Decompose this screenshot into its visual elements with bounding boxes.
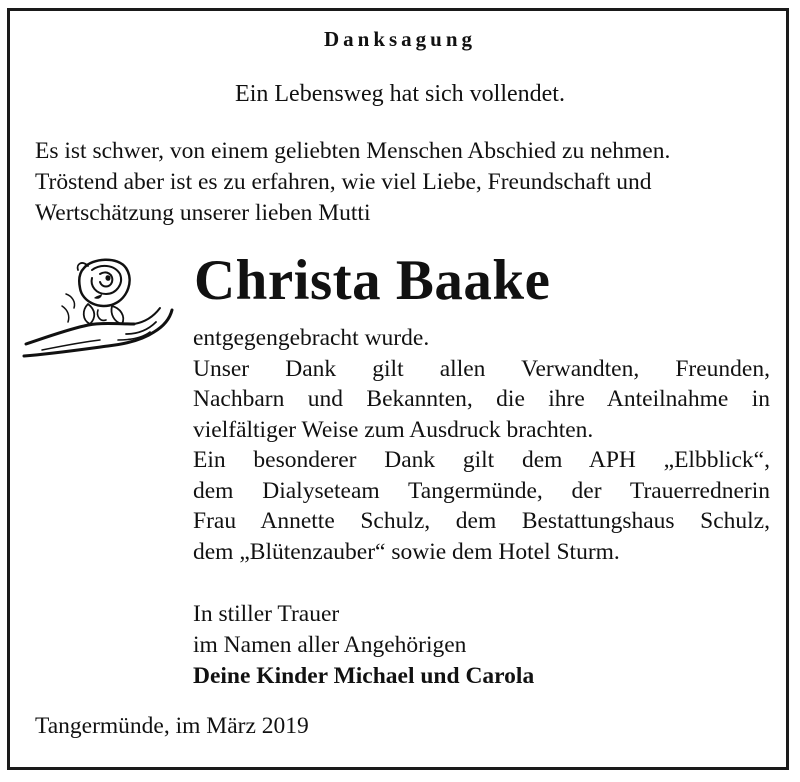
- body-line: dem „Blütenzauber“ sowie dem Hotel Sturm.: [193, 538, 620, 565]
- intro-line: Es ist schwer, von einem geliebten Menschen Abschied zu nehmen.: [35, 138, 671, 164]
- intro-line: Wertschätzung unserer lieben Mutti: [35, 200, 371, 226]
- signers: Deine Kinder Michael und Carola: [193, 663, 535, 689]
- closing-line: In stiller Trauer: [193, 601, 340, 627]
- place-date: Tangermünde, im März 2019: [35, 713, 309, 739]
- body-line: entgegengebracht wurde.: [193, 325, 430, 351]
- body-line: vielfältiger Weise zum Ausdruck brachten.: [193, 416, 594, 443]
- intro-paragraph: [35, 136, 775, 229]
- body-line: dem Dialyseteam Tangermünde, der Trauerrednerin: [193, 477, 770, 504]
- intro-line: Tröstend aber ist es zu erfahren, wie viel Liebe, Freundschaft und: [35, 169, 652, 195]
- notice-heading: Danksagung: [323, 27, 477, 51]
- notice-subheading: Ein Lebensweg hat sich vollendet.: [235, 81, 565, 107]
- body-paragraph: [193, 323, 770, 567]
- body-line: Unser Dank gilt allen Verwandten, Freunden,: [193, 355, 770, 382]
- closing-block: [193, 599, 534, 692]
- rose-in-hands-icon: [22, 254, 182, 366]
- closing-line: im Namen aller Angehörigen: [193, 632, 467, 658]
- deceased-name: Christa Baake: [194, 249, 551, 312]
- body-line: Frau Annette Schulz, dem Bestattungshaus Schulz,: [193, 508, 770, 534]
- body-line: Nachbarn und Bekannten, die ihre Anteilnahme in: [193, 386, 770, 412]
- body-line: Ein besonderer Dank gilt dem APH „Elbblick“,: [193, 447, 770, 473]
